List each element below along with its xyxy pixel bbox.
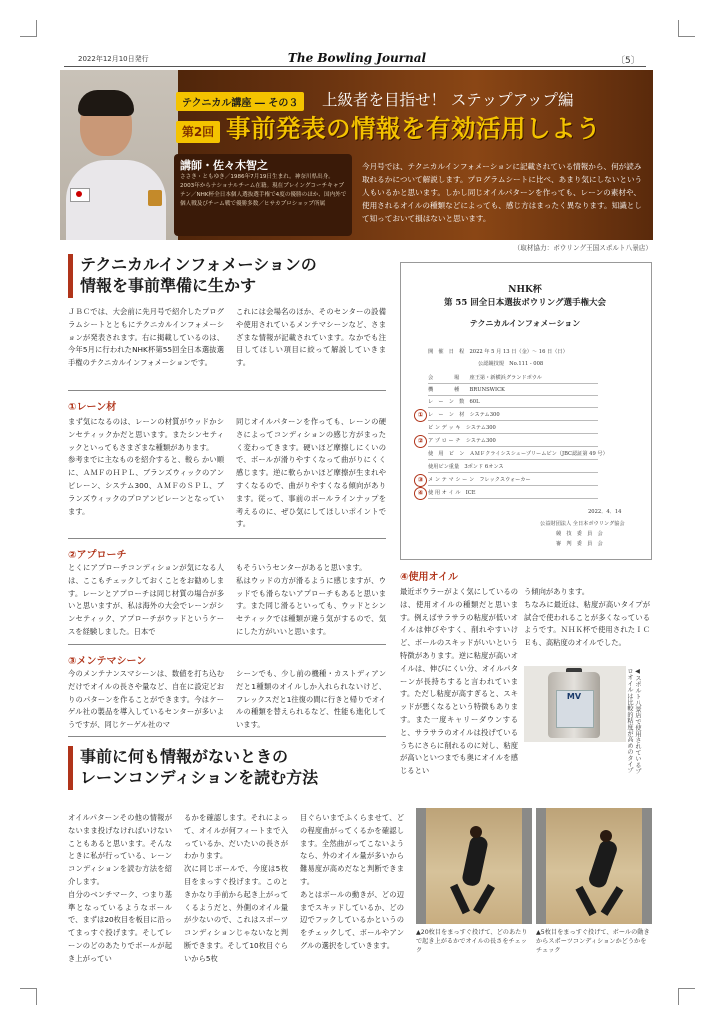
doc-row-6: ピ ン デ ッ キ システム300	[428, 425, 496, 431]
item4-col-a: 最近ボウラーがよく気にしているのは、使用オイルの種類だと思います。例えばサラサラの粘度が低いオイルは伸びやすく、削れやすいけど、ボールのスキッドがいいという特徴があります。逆に粘度が高いオイルは、伸びにくい分、オイルパターンが長持ちすると言われています。ただし粘度が高すぎると、スキッドが悪くなるという特徴もあります。また一度キャリーダウンすると、サラサラのオイルは投げているうちにさらに削れるのに対し、粘度が高いといつまでも奥にオイルを感じるとい	[400, 587, 518, 776]
article-intro: 今月号では、テクニカルインフォメーションに記載されている情報から、何が読み取れるかについて解説します。プログラムシートに比べ、あまり気にしないという人もいるかと思います。しかし同じオイルパターンを作っても、レーンの素材や、使用されるオイルの種類などによっても、感じ方はまったく異なります。知識として知っておいて損はないと思います。	[362, 162, 643, 223]
lecturer-hair	[78, 90, 134, 116]
oil-photo-caption: ◀スポルト八景店で使用されているプロオイルは比較的粘度が高めのタイプ	[626, 668, 641, 775]
item4-col-b: う傾向があります。 ちなみに最近は、粘度が高いタイプが試合で使われることが多くなっているようです。ＮＨＫ杯で使用されたＩＣＥも、高粘度のオイルでした。	[524, 587, 650, 648]
divider-4	[68, 736, 386, 737]
round-badge: 第2回	[176, 121, 220, 143]
doc-date: 2022．4．14	[588, 509, 622, 515]
article-title: 事前発表の情報を有効活用しよう	[226, 114, 601, 143]
section1-title-line1: テクニカルインフォメーションの	[80, 255, 317, 274]
crop-mark-bl	[20, 988, 37, 1005]
crop-mark-tl	[20, 20, 37, 37]
section1-para1: ＪＢＣでは、大会前に先月号で紹介したプログラムシートとともにテクニカルインフォメーションが発表されます。右に掲載しているのは、今年5月に行われたNHK杯第55回全日本選抜選手権のテクニカルインフォメーションです。	[68, 307, 224, 368]
item1-col-b: 同じオイルパターンを作っても、レーンの硬さによってコンディションの感じ方がまったく変わってきます。硬いほど摩擦しにくいので、ボールが滑りやすくなって曲がりにくく感じます。逆に軟らかいほど摩擦が生まれやすくなるので、曲がりやすくなる傾向があります。従って、事前のボールラインナップを考えるのに、ぜひ気にしてほしいポイントです。	[236, 417, 386, 529]
series-tag: テクニカル講座 ― その３	[176, 92, 304, 111]
doc-org: 公益財団法人 全日本ボウリング協会	[540, 521, 625, 527]
section1-title-line2: 情報を事前準備に生かす	[80, 276, 257, 295]
section1-para2: これには会場名のほか、そのセンターの設備や使用されているメンテマシーンなど、さまざまな情報が記載されています。なかでも注目してほしい項目に絞って解説していきます。	[236, 307, 386, 368]
flag-dot-icon	[76, 191, 82, 197]
item3-heading: ③メンテマシーン	[68, 656, 147, 667]
doc-row-0: 開 催 日 程 2022 年 5 月 13 日（金）～ 16 日（日）	[428, 349, 568, 355]
gutter	[416, 808, 426, 924]
doc-line	[428, 383, 598, 384]
doc-row-1: 公認競技規 No.111 ‐ 008	[478, 361, 544, 367]
photo-caption-2: ▲5枚目をまっすぐ投げて、ボールの動きからスポーツコンディションかどうかをチェック	[536, 929, 650, 954]
doc-line	[428, 395, 598, 396]
doc-marker-1: ①	[414, 409, 427, 422]
lecturer-bio: ささき・ともゆき／1986年7月19日生まれ。神奈川県出身。2003年からナショナルチーム在籍。現在プレイングコーチキャプテン／NHK杯全日本個人選抜選手権で4度の優勝のほか、国内外で個人戦及びチーム戦で優勝多数／ヒサカプロショップ所属	[180, 174, 347, 207]
section2-bar	[68, 746, 73, 790]
doc-row-4: レ ー ン 数 60L	[428, 399, 480, 405]
crop-mark-tr	[678, 20, 695, 37]
item1-heading: ①レーン材	[68, 402, 117, 413]
doc-marker-2: ②	[414, 435, 427, 448]
doc-line	[428, 485, 598, 486]
doc-marker-4: ④	[414, 487, 427, 500]
doc-row-8: 使 用 ピ ン ＡＭＦクライシスシュープリームピン（JBC認証第 49 号）	[428, 451, 608, 457]
divider-1	[68, 390, 386, 391]
doc-org-committee2: 審 判 委 員 会	[556, 541, 603, 547]
item2-heading: ②アプローチ	[68, 550, 127, 561]
bottle-label-text: MV	[566, 692, 582, 701]
series-subtitle: 上級者を目指せ！ ステップアップ編	[322, 91, 574, 109]
doc-line	[428, 459, 598, 460]
publication-title: The Bowling Journal	[287, 51, 427, 65]
item3-col-a: 今のメンテナンスマシーンは、数値を打ち込むだけでオイルの長さや量など、自在に設定どおりのパターンを作ることができます。今はケーゲル社の製品を導入しているセンターが多いようですが、同じケーゲル社のマ	[68, 669, 224, 730]
doc-row-3: 機 種 BRUNSWICK	[428, 387, 505, 393]
divider-2	[68, 538, 386, 539]
issue-date: 2022年12月10日発行	[78, 55, 149, 63]
doc-row-11: 使 用 オ イ ル ICE	[428, 490, 476, 496]
divider-3	[68, 644, 386, 645]
bowler-head	[470, 826, 482, 838]
section2-col3: 目ぐらいまでふくらませて、どの程度曲がってくるかを確認します。全然曲がってこないようなら、外のオイル量が多いから難易度が高めだなと判断できます。 あとはボールの動きが、どの辺までスキッドしているか、どの辺でフックしているかというのをチェックして、ボールやアングルの選択をしていきます。	[300, 813, 404, 950]
doc-title-event: 第 55 回全日本選抜ボウリング選手権大会	[443, 298, 607, 308]
doc-line	[428, 472, 598, 473]
doc-line	[428, 446, 598, 447]
item2-col-a: とくにアプローチコンディションが気になる人は、ここもチェックしておくことをお勧めします。レーンとアプローチは同じ材質の場合が多いと思いますが、私は海外の大会でレーンがシンセティック、アプローチがウッドというケースを経験しました。日本で	[68, 563, 224, 636]
gutter	[536, 808, 546, 924]
item2-col-b: もそういうセンターがあると思います。 私はウッドの方が滑るように感じますが、ウッドでも滑らないアプローチもあると思います。また同じ滑るといっても、ウッドとシンセティックでは種類が違う気がするので、気にした方がいいと思います。	[236, 563, 386, 636]
lecturer-name: 講師・佐々木智之	[180, 159, 268, 172]
crop-mark-br	[678, 988, 695, 1005]
page-number: 〔5〕	[616, 56, 640, 66]
doc-line	[428, 420, 598, 421]
doc-org-committee1: 競 技 委 員 会	[556, 531, 603, 537]
doc-title-info: テクニカルインフォメーション	[469, 318, 581, 328]
doc-line	[428, 433, 598, 434]
header-rule	[64, 66, 646, 67]
doc-row-5: レ ー ン 材 システム300	[428, 412, 500, 418]
section1-title	[80, 254, 380, 296]
item1-col-a: まず気になるのは、レーンの材質がウッドかシンセティックかだと思います。またシンセティックといってもさまざまな種類があります。 参考までに主なものを紹介すると、較ら かい順に、ＡＭＦのＨＰＬ、ブランズウィックのアンビレーン、システム300、ＡＭＦのＳＰＬ、ブランズウィックのプロアンビレーンとなっています。	[68, 417, 224, 516]
gutter	[642, 808, 652, 924]
item4-heading: ④使用オイル	[400, 572, 458, 583]
doc-title-cup: NHK杯	[508, 285, 542, 295]
section2-col2: るかを確認します。それによって、オイルが何フィートまで入っているか、だいたいの長さがわかります。 次に同じボールで、今度は5枚目をまっすぐ投げます。このときかなり手前から起き上がってくるようだと、外側のオイル量が少ないので、これはスポーツコンディションじゃないなと判断できます。そして10枚目ぐらいから5枚	[184, 813, 288, 963]
doc-row-7: ア プ ロ ー チ システム300	[428, 438, 496, 444]
section2-title-line1: 事前に何も情報がないときの	[80, 747, 289, 766]
doc-marker-3: ③	[414, 474, 427, 487]
doc-line	[428, 407, 598, 408]
section2-col1: オイルパターンその他の情報がないまま投げなければいけないこともあると思います。そんなときに私が行っている、レーンコンディションを読む方法を紹介します。 自分のベンチマーク、つまり基準となっているようなボールで、まずは20枚目を板目に沿ってまっすぐ投げます。そしてレーンのどのあたりでボールが起き上がってい	[68, 813, 172, 963]
credit-line: （取材協力：ボウリング王国スポルト八景店）	[513, 244, 652, 252]
doc-row-2: 会 場 座王第・新横浜グランドボウル	[428, 375, 542, 381]
emblem-icon	[148, 190, 162, 206]
section2-title-line2: レーンコンディションを読む方法	[80, 768, 319, 787]
bowler-head	[600, 830, 612, 842]
doc-line	[428, 498, 598, 499]
doc-row-9: 使用ピン重量 3ポンド 6オンス	[428, 464, 504, 470]
gutter	[522, 808, 532, 924]
photo-caption-1: ▲20枚目をまっすぐ投げて、どのあたりで起き上がるかでオイルの長さをチェック	[416, 929, 528, 954]
section1-bar	[68, 254, 73, 298]
section2-title	[80, 746, 400, 788]
item3-col-b: シーンでも、少し前の機種・カストディアンだと1種類のオイルしか入れられないけど、フレックスだと1往復の間に行きと帰りでオイルの種類を替えられるなど、性能も進化しています。	[236, 669, 386, 730]
doc-row-10: メ ン テ マ シ ー ン フレックスウォーカー	[428, 477, 531, 483]
